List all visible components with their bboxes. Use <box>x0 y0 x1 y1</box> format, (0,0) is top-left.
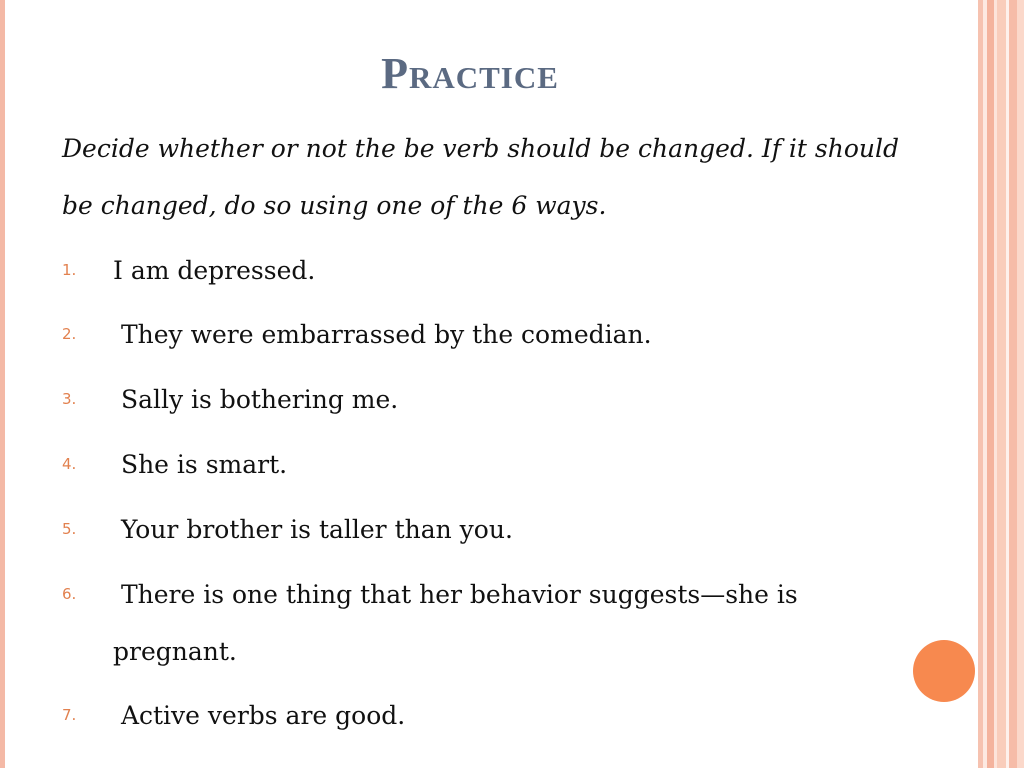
list-item-text: There is one thing that her behavior suggests—she is pregnant. <box>113 580 806 666</box>
list-item-text: Sally is bothering me. <box>113 385 399 414</box>
list-item <box>62 242 922 299</box>
list-item-text: They were embarrassed by the comedian. <box>113 320 652 349</box>
list-item-text: I am depressed. <box>113 256 316 285</box>
list-item-number: 3. <box>62 390 77 408</box>
list-item-text: She is smart. <box>113 450 288 479</box>
list-item-text: Your brother is taller than you. <box>113 515 513 544</box>
list-item-text: Active verbs are good. <box>113 701 406 730</box>
list-item-number: 1. <box>62 261 77 279</box>
list-item-number: 7. <box>62 706 77 724</box>
stripe-decoration <box>997 0 1006 768</box>
list-item <box>62 501 922 558</box>
list-item <box>62 687 922 744</box>
list-item <box>62 306 922 363</box>
instructions-text: Decide whether or not the be verb should be changed. If it should be changed, do so using one of the 6 ways. <box>62 134 899 220</box>
list-item <box>62 436 922 493</box>
list-item-number: 4. <box>62 455 77 473</box>
list-item <box>62 371 922 428</box>
left-border-decoration <box>0 0 5 768</box>
orange-circle-icon <box>913 640 975 702</box>
list-item <box>62 566 922 680</box>
stripe-decoration <box>987 0 994 768</box>
list-item-number: 6. <box>62 585 77 603</box>
stripe-decoration <box>1009 0 1017 768</box>
list-item-number: 5. <box>62 520 77 538</box>
list-item-number: 2. <box>62 325 77 343</box>
stripe-decoration <box>1017 0 1024 768</box>
slide-title: Practice <box>381 49 559 98</box>
